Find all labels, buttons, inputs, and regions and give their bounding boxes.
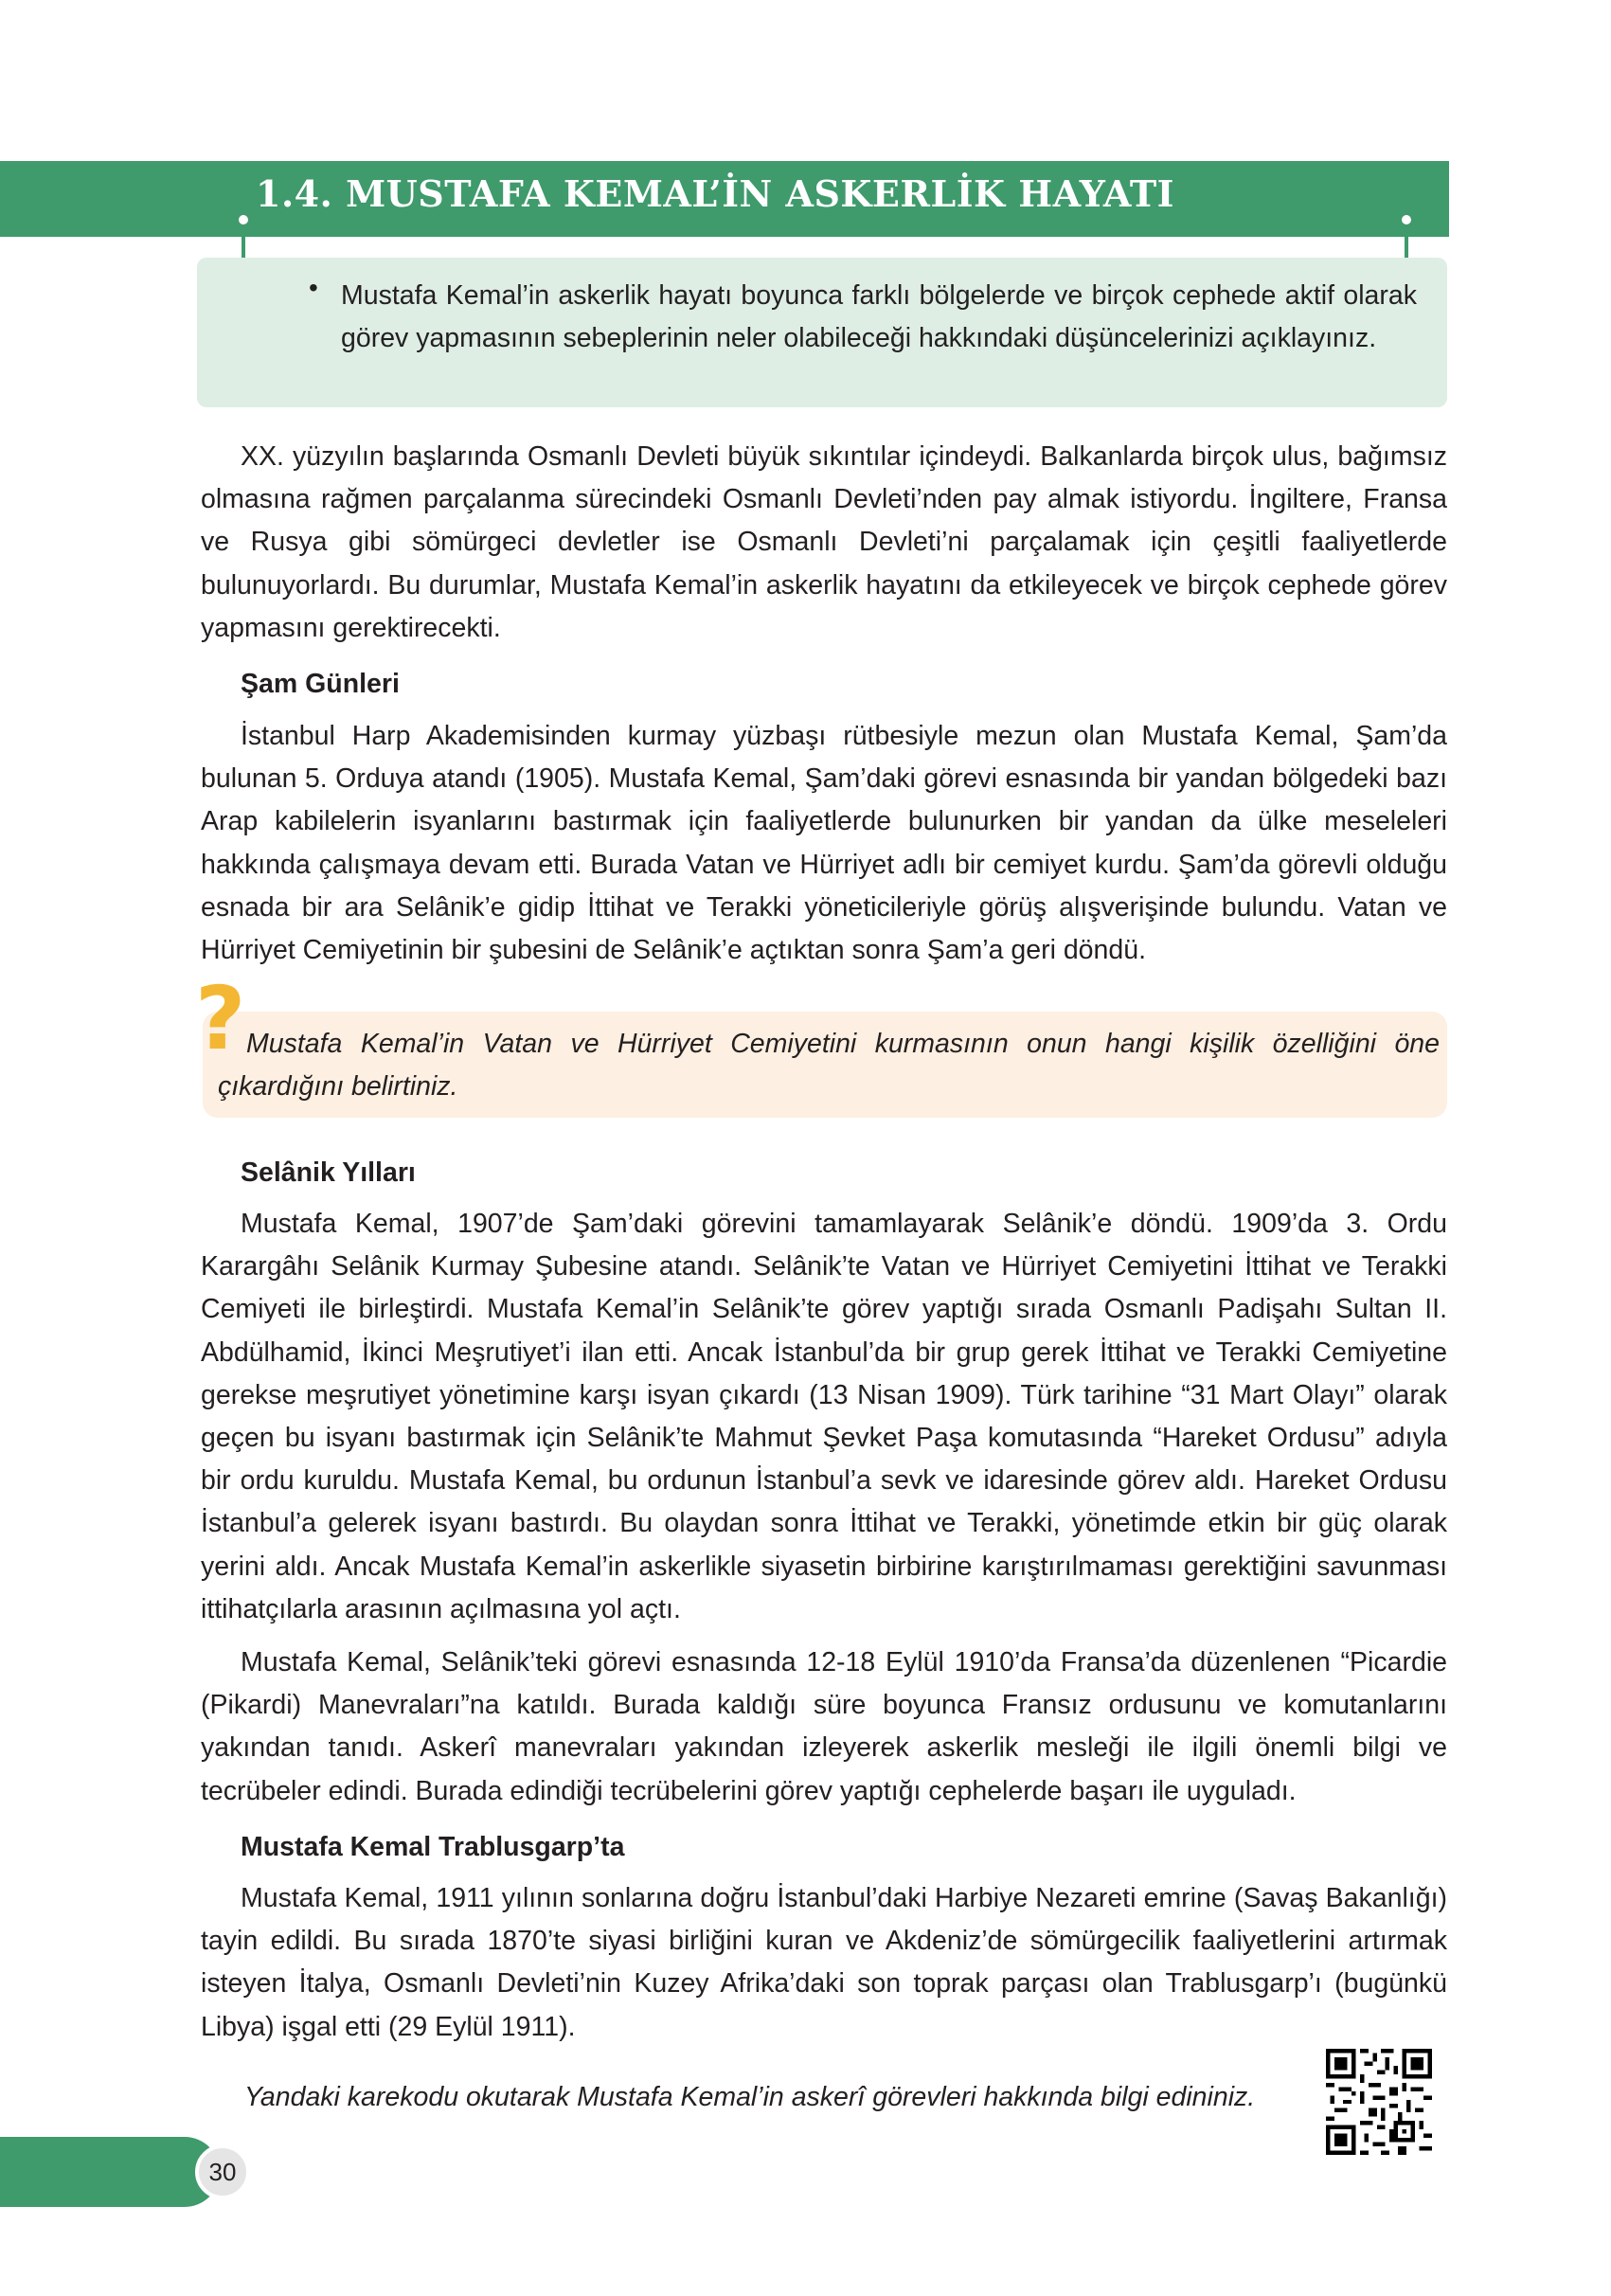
qr-code-icon[interactable] [1326, 2049, 1432, 2155]
selanik-paragraph-1: Mustafa Kemal, 1907’de Şam’daki görevini tamamlayarak Selânik’e döndü. 1909’da 3. Ordu Karargâhı Selânik Kurmay Şubesine atandı. Selânik’te Vatan ve Hürriyet Cemiyetini İttihat ve Terakki Cemiyeti ile birleştirdi. Mustafa Kemal’in Selânik’te görev yaptığı sırada Osmanlı Padişahı Sultan II. Abdülhamid, İkinci Meşrutiyet’i ilan etti. Ancak İstanbul’da bir grup gerek İttihat ve Terakki Cemiyetine gerekse meşrutiyet yönetimine karşı isyan çıkardı (13 Nisan 1909). Türk tarihine “31 Mart Olayı” olarak geçen bu isyanı bastırmak için Selânik’te Mahmut Şevket Paşa komutasında “Hareket Ordusu” adıyla bir ordu kuruldu. Mustafa Kemal, bu ordunun İstanbul’a sevk ve idaresinde görev aldı. Hareket Ordusu İstanbul’a gelerek isyanı bastırdı. Bu olaydan sonra İttihat ve Terakki, yönetimde etkin bir güç olarak yerini aldı. Ancak Mustafa Kemal’in askerlikle siyasetin birbirine karıştırılmaması gerektiğini savunması ittihatçılarla arasının açılmasına yol açtı. [201, 1209, 1447, 1624]
objective-text: Mustafa Kemal’in askerlik hayatı boyunca farklı bölgelerde ve birçok cephede aktif olarak görev yapmasının sebeplerinin neler olabileceği hakkındaki düşüncelerinizi açıklayınız. [341, 280, 1417, 353]
question-text: Mustafa Kemal’in Vatan ve Hürriyet Cemiyetini kurmasının onun hangi kişilik özelliğini öne çıkardığını belirtiniz. [218, 1029, 1440, 1102]
sam-paragraph: İstanbul Harp Akademisinden kurmay yüzbaşı rütbesiyle mezun olan Mustafa Kemal, Şam’da bulunan 5. Orduya atandı (1905). Mustafa Kemal, Şam’daki görevi esnasında bir yandan bölgedeki bazı Arap kabilelerin isyanlarını bastırmak için faaliyetlerde bulunurken bir yandan da ülke meseleleri hakkında çalışmaya devam etti. Burada Vatan ve Hürriyet adlı bir cemiyet kurdu. Şam’da görevli olduğu esnada bir ara Selânik’e gidip İttihat ve Terakki yöneticileriyle görüş alışverişinde bulundu. Vatan ve Hürriyet Cemiyetinin bir şubesini de Selânik’e açtıktan sonra Şam’a geri döndü. [201, 721, 1447, 966]
heading-selanik: Selânik Yılları [241, 1157, 416, 1188]
intro-paragraph: XX. yüzyılın başlarında Osmanlı Devleti büyük sıkıntılar içindeydi. Balkanlarda birçok ulus, bağımsız olmasına rağmen parçalanma sürecindeki Osmanlı Devleti’nden pay almak istiyordu. İngiltere, Fransa ve Rusya gibi sömürgeci devletler ise Osmanlı Devleti’ni parçalamak için çeşitli faaliyetlerde bulunuyorlardı. Bu durumlar, Mustafa Kemal’in askerlik hayatını da etkileyecek ve birçok cephede görev yapmasını gerektirecekti. [201, 441, 1447, 643]
selanik-paragraph-2: Mustafa Kemal, Selânik’teki görevi esnasında 12-18 Eylül 1910’da Fransa’da düzenlenen “Picardie (Pikardi) Manevraları”na katıldı. Burada kaldığı süre boyunca Fransız ordusunu ve komutanlarını yakından tanıdı. Askerî manevraları yakından izleyerek askerlik mesleği ile ilgili önemli bilgi ve tecrübeler edindi. Burada edindiği tecrübelerini görev yaptığı cephelerde başarı ile uyguladı. [201, 1647, 1447, 1806]
trablus-paragraph: Mustafa Kemal, 1911 yılının sonlarına doğru İstanbul’daki Harbiye Nezareti emrine (Savaş Bakanlığı) tayin edildi. Bu sırada 1870’te siyasi birliğini kuran ve Akdeniz’de sömürgecilik faaliyetlerini artırmak isteyen İtalya, Osmanlı Devleti’nin Kuzey Afrika’daki son toprak parçası olan Trablusgarp’ı (bugünkü Libya) işgal etti (29 Eylül 1911). [201, 1883, 1447, 2042]
page-number: 30 [208, 2158, 237, 2186]
heading-sam: Şam Günleri [241, 669, 400, 699]
heading-trablus: Mustafa Kemal Trablusgarp’ta [241, 1832, 625, 1862]
question-mark-icon: ? [195, 968, 246, 1069]
bullet-icon: • [309, 273, 318, 302]
qr-caption: Yandaki karekodu okutarak Mustafa Kemal’in askerî görevleri hakkında bilgi edininiz. [244, 2082, 1256, 2112]
section-title: 1.4. MUSTAFA KEMAL’İN ASKERLİK HAYATI [256, 172, 1174, 215]
footer-band [0, 2137, 220, 2207]
